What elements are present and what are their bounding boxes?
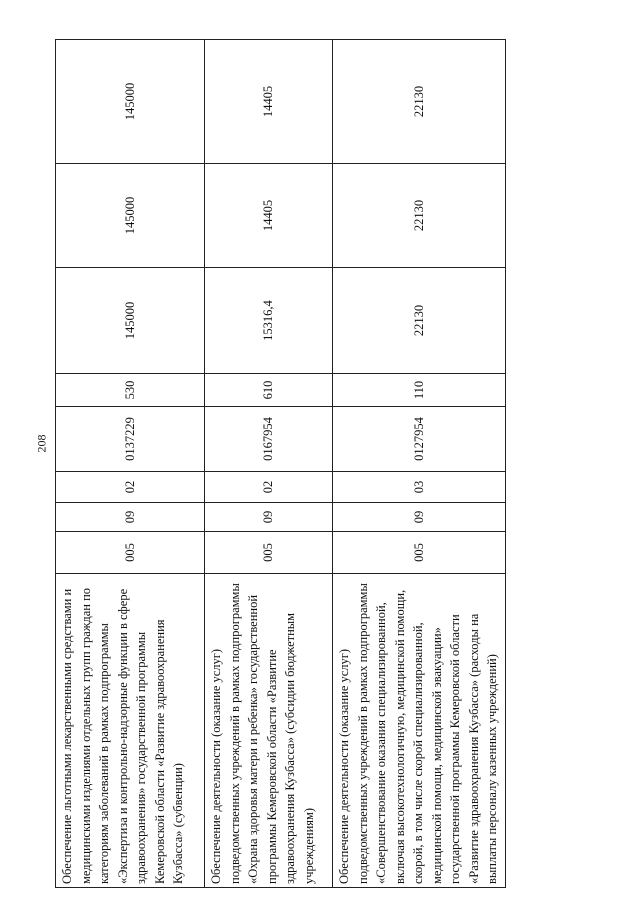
amount-year-2: 145000 [56, 164, 205, 268]
section-code: 09 [56, 503, 205, 532]
expense-type-code: 530 [56, 374, 205, 407]
target-code: 0167954 [205, 407, 333, 472]
amount-year-1: 145000 [56, 268, 205, 374]
amount-year-2: 22130 [333, 164, 506, 268]
ministry-code: 005 [205, 532, 333, 574]
table-row [56, 40, 205, 888]
table-row [205, 40, 333, 888]
budget-table-container [55, 40, 505, 888]
amount-year-2: 14405 [205, 164, 333, 268]
section-code: 09 [333, 503, 506, 532]
row-description: Обеспечение деятельности (оказание услуг) подведомственных учреждений в рамках подпрограммы «Совершенствование оказания специализированной, включая высокотехнологичную, медицинской помощи, скорой, в том числе скорой специализированной, медицинской помощи, медицинской эвакуации» государственной программы Кемеровской области «Развитие здравоохранения Кузбасса» (расходы на выплаты персоналу казенных учреждений) [333, 574, 506, 888]
page-number: 208 [34, 434, 49, 453]
expense-type-code: 110 [333, 374, 506, 407]
row-description: Обеспечение льготными лекарственными средствами и медицинскими изделиями отдельных групп граждан по категориям заболеваний в рамках подпрограммы «Экспертиза и контрольно-надзорные функции в сфере здравоохранения» государственной программы Кемеровской области «Развитие здравоохранения Кузбасса» (субвенции) [56, 574, 205, 888]
ministry-code: 005 [56, 532, 205, 574]
amount-year-1: 15316,4 [205, 268, 333, 374]
expense-type-code: 610 [205, 374, 333, 407]
row-description: Обеспечение деятельности (оказание услуг) подведомственных учреждений в рамках подпрограммы «Охрана здоровья матери и ребенка» государственной программы Кемеровской области «Развитие здравоохранения Кузбасса» (субсидии бюджетным учреждениям) [205, 574, 333, 888]
target-code: 0137229 [56, 407, 205, 472]
target-code: 0127954 [333, 407, 506, 472]
amount-year-1: 22130 [333, 268, 506, 374]
table-row [333, 40, 506, 888]
subsection-code: 02 [56, 472, 205, 503]
amount-year-3: 22130 [333, 40, 506, 164]
amount-year-3: 14405 [205, 40, 333, 164]
section-code: 09 [205, 503, 333, 532]
amount-year-3: 145000 [56, 40, 205, 164]
budget-table [55, 39, 506, 888]
subsection-code: 02 [205, 472, 333, 503]
ministry-code: 005 [333, 532, 506, 574]
subsection-code: 03 [333, 472, 506, 503]
